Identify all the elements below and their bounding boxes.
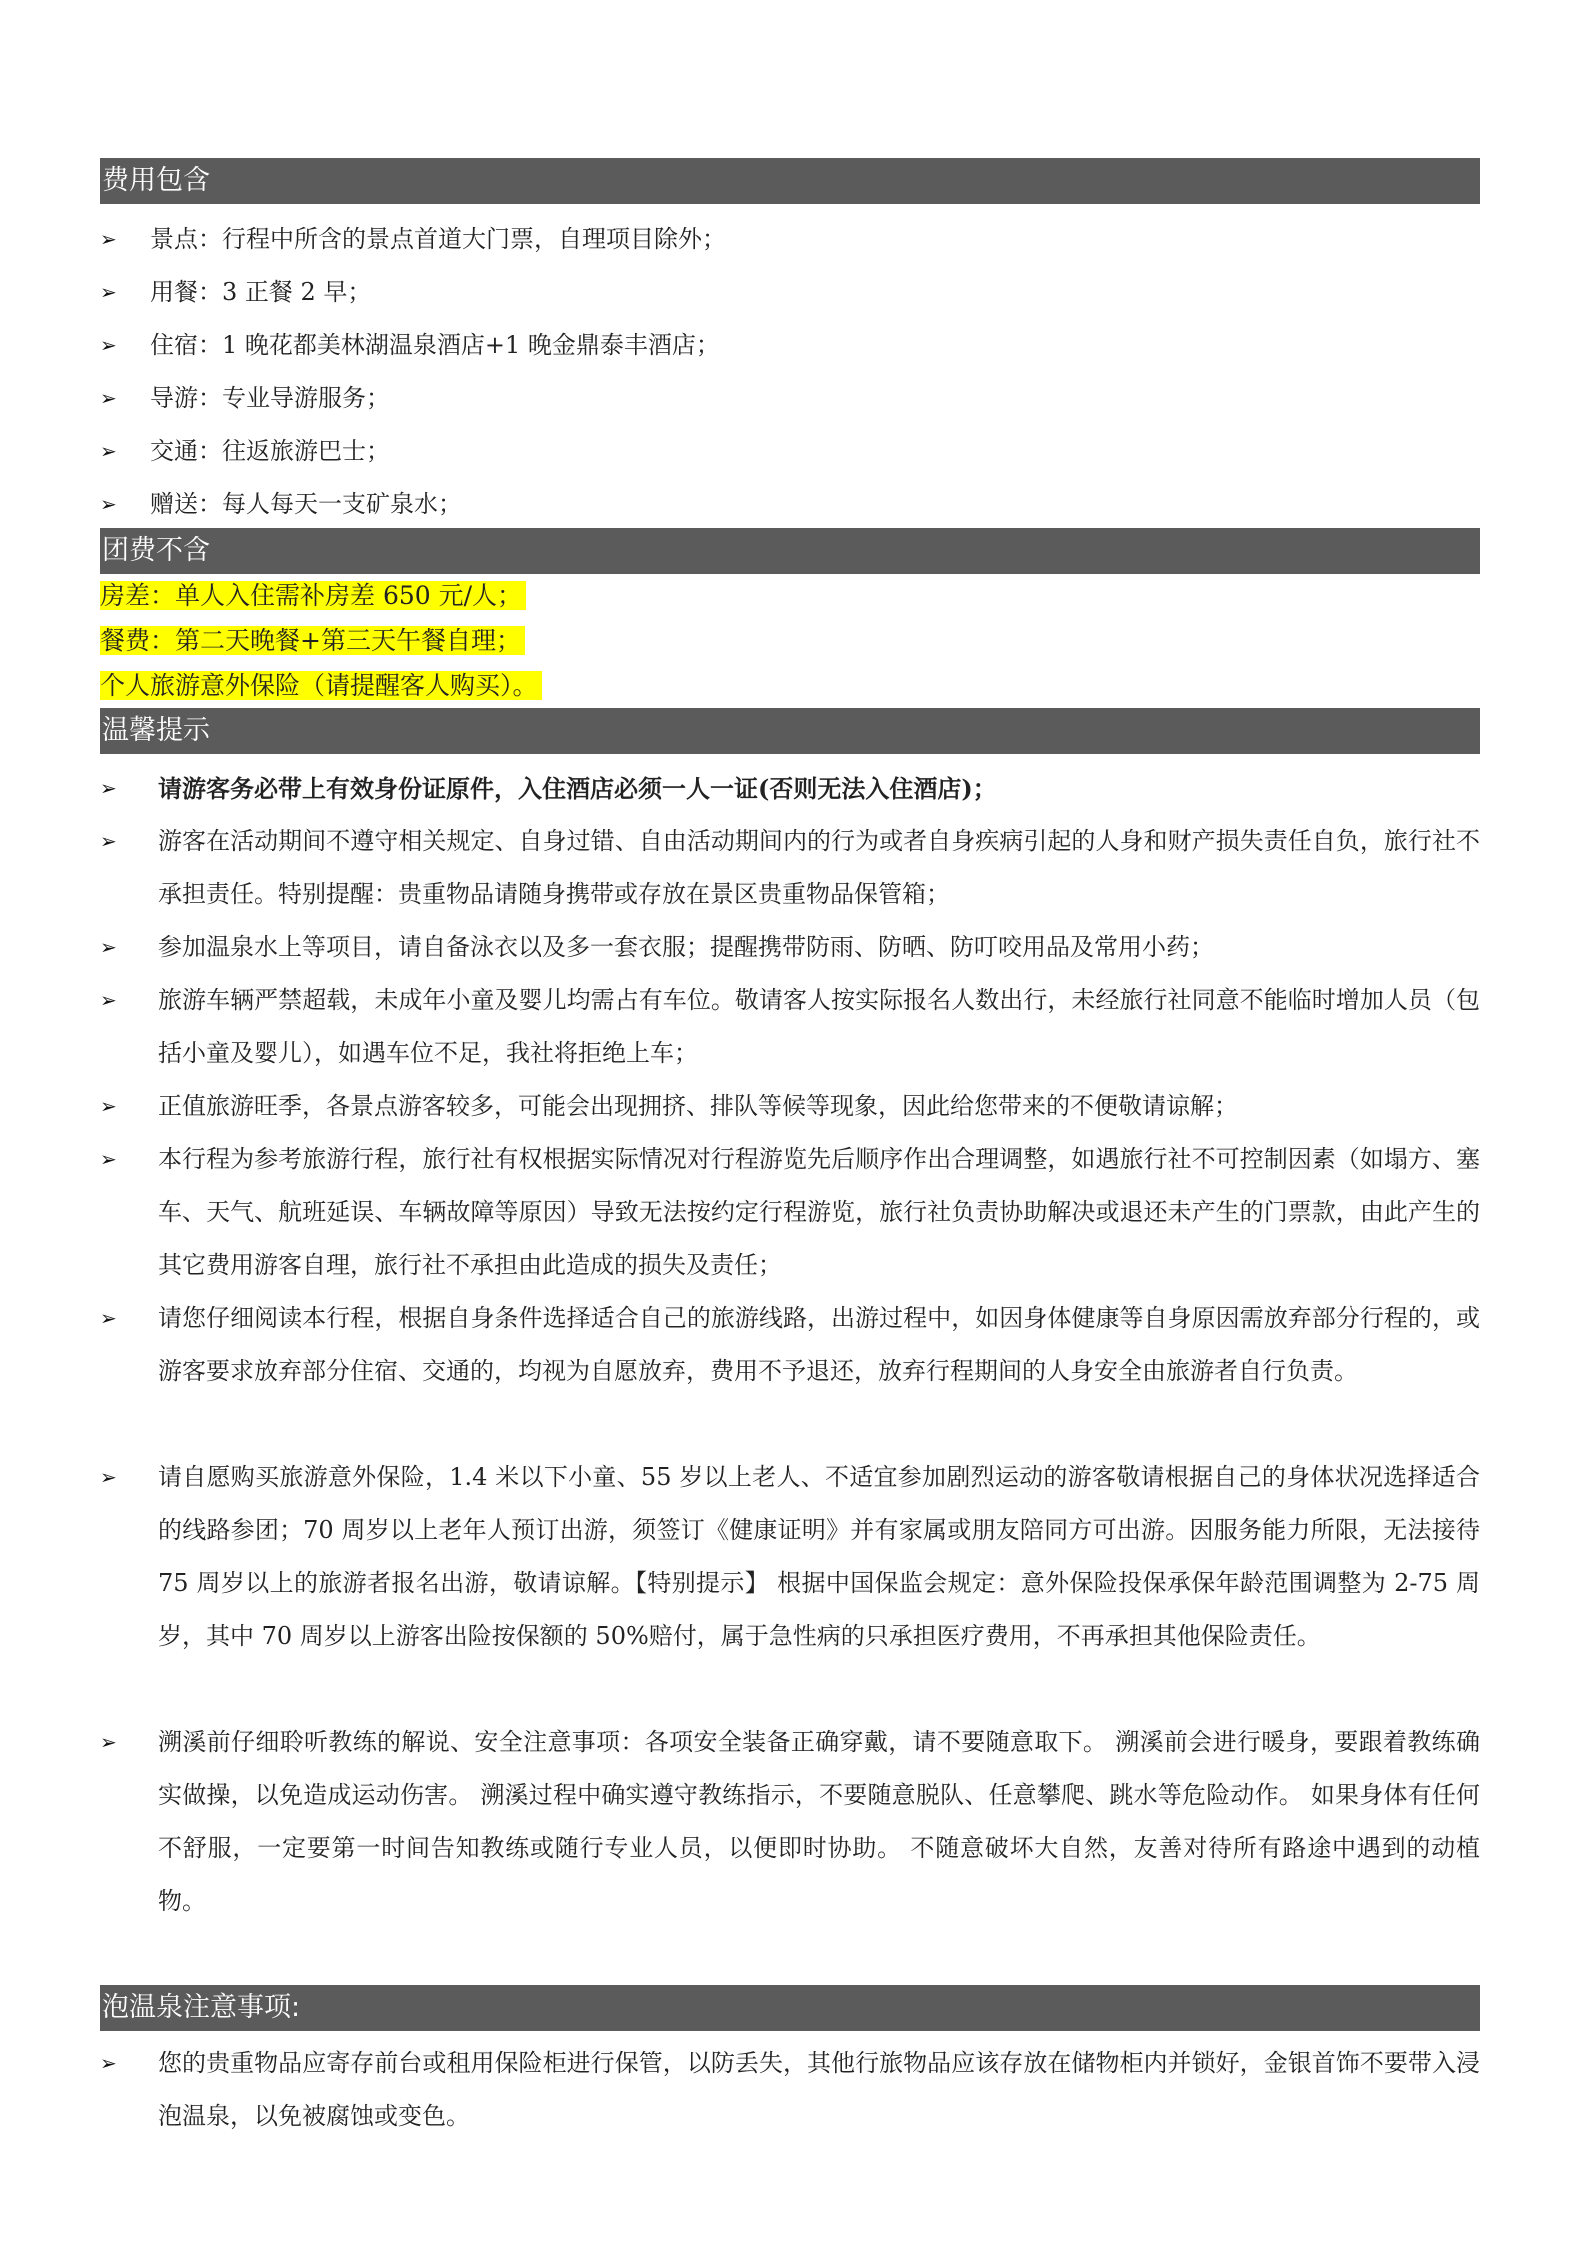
list-item-text: 用餐：3 正餐 2 早； (150, 278, 372, 306)
arrow-bullet-icon: ➢ (100, 280, 117, 304)
arrow-bullet-icon: ➢ (100, 1094, 117, 1118)
list-item-text: 赠送：每人每天一支矿泉水； (150, 490, 462, 518)
arrow-bullet-icon: ➢ (100, 1465, 117, 1489)
arrow-bullet-icon: ➢ (100, 988, 117, 1012)
arrow-bullet-icon: ➢ (100, 2051, 117, 2075)
highlighted-text: 餐费：第二天晚餐+第三天午餐自理； (100, 626, 525, 655)
list-item (100, 2037, 1480, 2143)
list-item-text: 游客在活动期间不遵守相关规定、自身过错、自由活动期间内的行为或者自身疾病引起的人身和财产损失责任自负，旅行社不承担责任。特别提醒：贵重物品请随身携带或存放在景区贵重物品保管箱； (158, 827, 1480, 908)
arrow-bullet-icon: ➢ (100, 1730, 117, 1754)
list-item (100, 1080, 1480, 1133)
arrow-bullet-icon: ➢ (100, 333, 117, 357)
section-header-fee-excluded: 团费不含 (100, 528, 1480, 574)
list-item (100, 618, 800, 663)
arrow-bullet-icon: ➢ (100, 492, 117, 516)
list-item-text: 参加温泉水上等项目，请自备泳衣以及多一套衣服；提醒携带防雨、防晒、防叮咬用品及常用小药； (158, 933, 1214, 961)
arrow-bullet-icon: ➢ (100, 439, 117, 463)
list-item (100, 921, 1480, 974)
list-item-text: 正值旅游旺季，各景点游客较多，可能会出现拥挤、排队等候等现象，因此给您带来的不便敬请谅解； (158, 1092, 1238, 1120)
list-item-text: 旅游车辆严禁超载，未成年小童及婴儿均需占有车位。敬请客人按实际报名人数出行，未经旅行社同意不能临时增加人员（包括小童及婴儿），如遇车位不足，我社将拒绝上车； (158, 986, 1480, 1067)
list-item (100, 266, 1480, 319)
arrow-bullet-icon: ➢ (100, 1147, 117, 1171)
list-item (100, 663, 800, 708)
section-header-tips: 温馨提示 (100, 708, 1480, 754)
list-item-text: 您的贵重物品应寄存前台或租用保险柜进行保管，以防丢失，其他行旅物品应该存放在储物柜内并锁好，金银首饰不要带入浸泡温泉，以免被腐蚀或变色。 (158, 2049, 1480, 2130)
list-item (100, 573, 800, 618)
list-item (100, 762, 1480, 815)
list-item (100, 372, 1480, 425)
list-item-text: 请游客务必带上有效身份证原件，入住酒店必须一人一证(否则无法入住酒店)； (158, 774, 997, 803)
list-item (100, 1292, 1480, 1398)
list-item (100, 213, 1480, 266)
list-item (100, 319, 1480, 372)
section-header-fee-included: 费用包含 (100, 158, 1480, 204)
list-item-text: 住宿：1 晚花都美林湖温泉酒店+1 晚金鼎泰丰酒店； (150, 331, 720, 359)
list-item (100, 815, 1480, 921)
highlighted-text: 个人旅游意外保险（请提醒客人购买）。 (100, 671, 542, 700)
list-item-text: 请您仔细阅读本行程，根据自身条件选择适合自己的旅游线路，出游过程中，如因身体健康等自身原因需放弃部分行程的，或游客要求放弃部分住宿、交通的，均视为自愿放弃，费用不予退还，放弃行程期间的人身安全由旅游者自行负责。 (158, 1304, 1480, 1385)
list-item (100, 425, 1480, 478)
list-item-text: 请自愿购买旅游意外保险，1.4 米以下小童、55 岁以上老人、不适宜参加剧烈运动的游客敬请根据自己的身体状况选择适合的线路参团；70 周岁以上老年人预订出游，须签订《健康证明》并有家属或朋友陪同方可出游。因服务能力所限，无法接待 75 周岁以上的旅游者报名出游，敬请谅解。【特别提示】 根据中国保监会规定：意外保险投保承保年龄范围调整为 2-75 周岁，其中 70 周岁以上游客出险按保额的 50%赔付，属于急性病的只承担医疗费用，不再承担其他保险责任。 (158, 1463, 1480, 1650)
arrow-bullet-icon: ➢ (100, 776, 117, 800)
list-item-text: 导游：专业导游服务； (150, 384, 390, 412)
arrow-bullet-icon: ➢ (100, 386, 117, 410)
list-item (100, 974, 1480, 1080)
list-item-text: 景点：行程中所含的景点首道大门票，自理项目除外； (150, 225, 726, 253)
list-item (100, 1451, 1480, 1663)
list-item (100, 1133, 1480, 1292)
excluded-list (100, 573, 800, 708)
list-item (100, 478, 1480, 531)
highlighted-text: 房差：单人入住需补房差 650 元/人； (100, 581, 526, 610)
arrow-bullet-icon: ➢ (100, 935, 117, 959)
list-item (100, 1716, 1480, 1928)
section-header-hot-spring: 泡温泉注意事项: (100, 1985, 1480, 2031)
arrow-bullet-icon: ➢ (100, 227, 117, 251)
list-item-text: 交通：往返旅游巴士； (150, 437, 390, 465)
list-item-text: 本行程为参考旅游行程，旅行社有权根据实际情况对行程游览先后顺序作出合理调整，如遇旅行社不可控制因素（如塌方、塞车、天气、航班延误、车辆故障等原因）导致无法按约定行程游览，旅行社负责协助解决或退还未产生的门票款，由此产生的其它费用游客自理，旅行社不承担由此造成的损失及责任； (158, 1145, 1480, 1279)
list-item-text: 溯溪前仔细聆听教练的解说、安全注意事项：各项安全装备正确穿戴，请不要随意取下。 溯溪前会进行暖身，要跟着教练确实做操，以免造成运动伤害。 溯溪过程中确实遵守教练指示，不要随意脱队、任意攀爬、跳水等危险动作。 如果身体有任何不舒服，一定要第一时间告知教练或随行专业人员，以便即时协助。 不随意破坏大自然，友善对待所有路途中遇到的动植物。 (158, 1728, 1480, 1915)
arrow-bullet-icon: ➢ (100, 1306, 117, 1330)
arrow-bullet-icon: ➢ (100, 829, 117, 853)
